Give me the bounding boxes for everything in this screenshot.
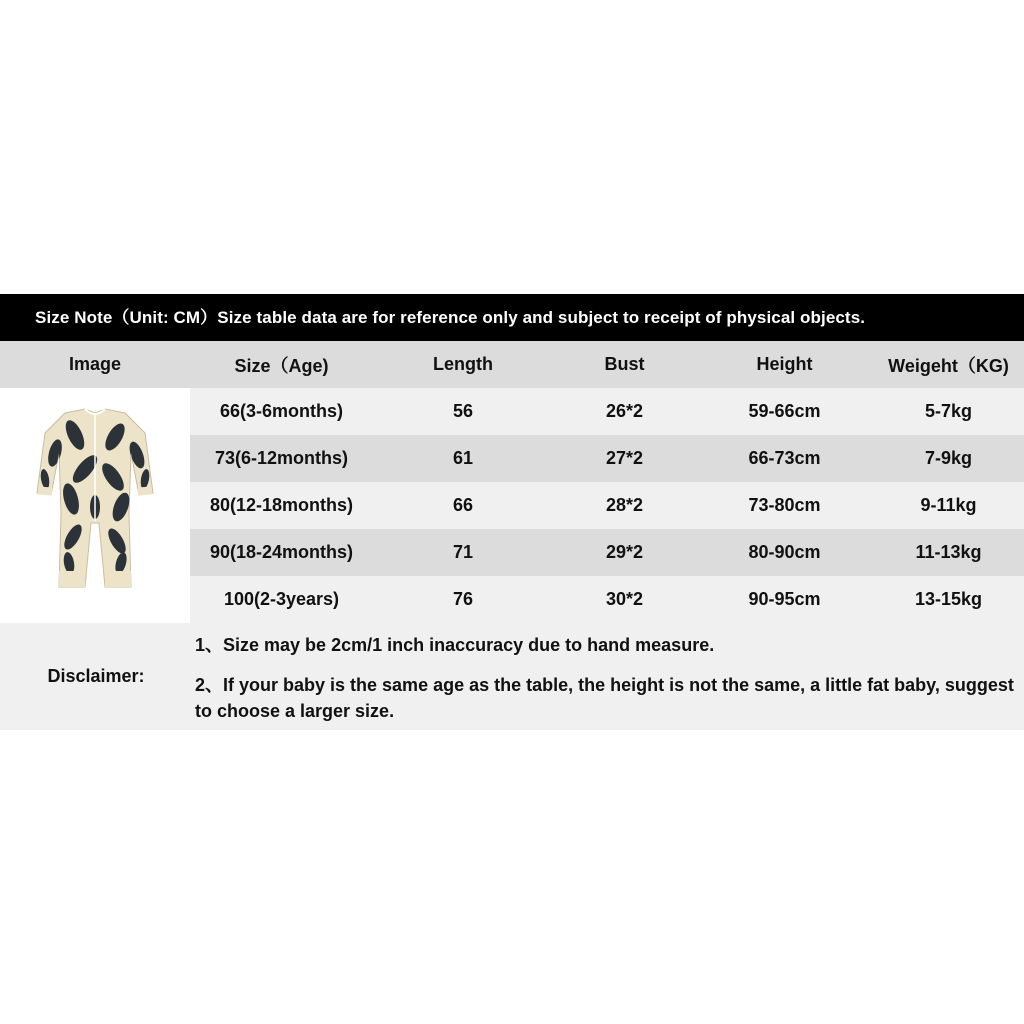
cell-weight: 5-7kg [873, 388, 1024, 435]
cell-size: 66(3-6months) [190, 388, 373, 435]
cell-height: 59-66cm [696, 388, 873, 435]
cell-length: 66 [373, 482, 553, 529]
cell-length: 76 [373, 576, 553, 623]
cell-bust: 26*2 [553, 388, 696, 435]
header-size: Size（Age) [190, 341, 373, 388]
disclaimer-section [0, 623, 1024, 730]
product-image-cell [0, 388, 190, 623]
size-table [0, 341, 1024, 623]
cell-size: 90(18-24months) [190, 529, 373, 576]
size-note-banner: Size Note（Unit: CM）Size table data are for reference only and subject to receipt of physical objects. [0, 294, 1024, 341]
header-height: Height [696, 341, 873, 388]
header-bust: Bust [553, 341, 696, 388]
cell-size: 73(6-12months) [190, 435, 373, 482]
cell-weight: 9-11kg [873, 482, 1024, 529]
disclaimer-label: Disclaimer: [47, 666, 145, 686]
cell-length: 61 [373, 435, 553, 482]
cell-height: 90-95cm [696, 576, 873, 623]
cell-length: 56 [373, 388, 553, 435]
cell-height: 80-90cm [696, 529, 873, 576]
cell-size: 80(12-18months) [190, 482, 373, 529]
size-chart [0, 294, 1024, 730]
disclaimer-line-1: 1、Size may be 2cm/1 inch inaccuracy due to hand measure. [195, 635, 715, 655]
cell-size: 100(2-3years) [190, 576, 373, 623]
header-weight: Weigeht（KG) [873, 341, 1024, 388]
cell-weight: 11-13kg [873, 529, 1024, 576]
cell-length: 71 [373, 529, 553, 576]
cell-height: 73-80cm [696, 482, 873, 529]
cell-bust: 30*2 [553, 576, 696, 623]
header-length: Length [373, 341, 553, 388]
header-image: Image [0, 341, 190, 388]
cell-bust: 27*2 [553, 435, 696, 482]
table-header-row [0, 341, 1024, 388]
romper-image [35, 403, 155, 603]
cell-height: 66-73cm [696, 435, 873, 482]
cell-weight: 7-9kg [873, 435, 1024, 482]
cell-bust: 28*2 [553, 482, 696, 529]
table-row [0, 388, 1024, 435]
cell-weight: 13-15kg [873, 576, 1024, 623]
cell-bust: 29*2 [553, 529, 696, 576]
disclaimer-line-2: 2、If your baby is the same age as the table, the height is not the same, a little fat baby, suggest to choose a larger size. [195, 675, 1014, 721]
